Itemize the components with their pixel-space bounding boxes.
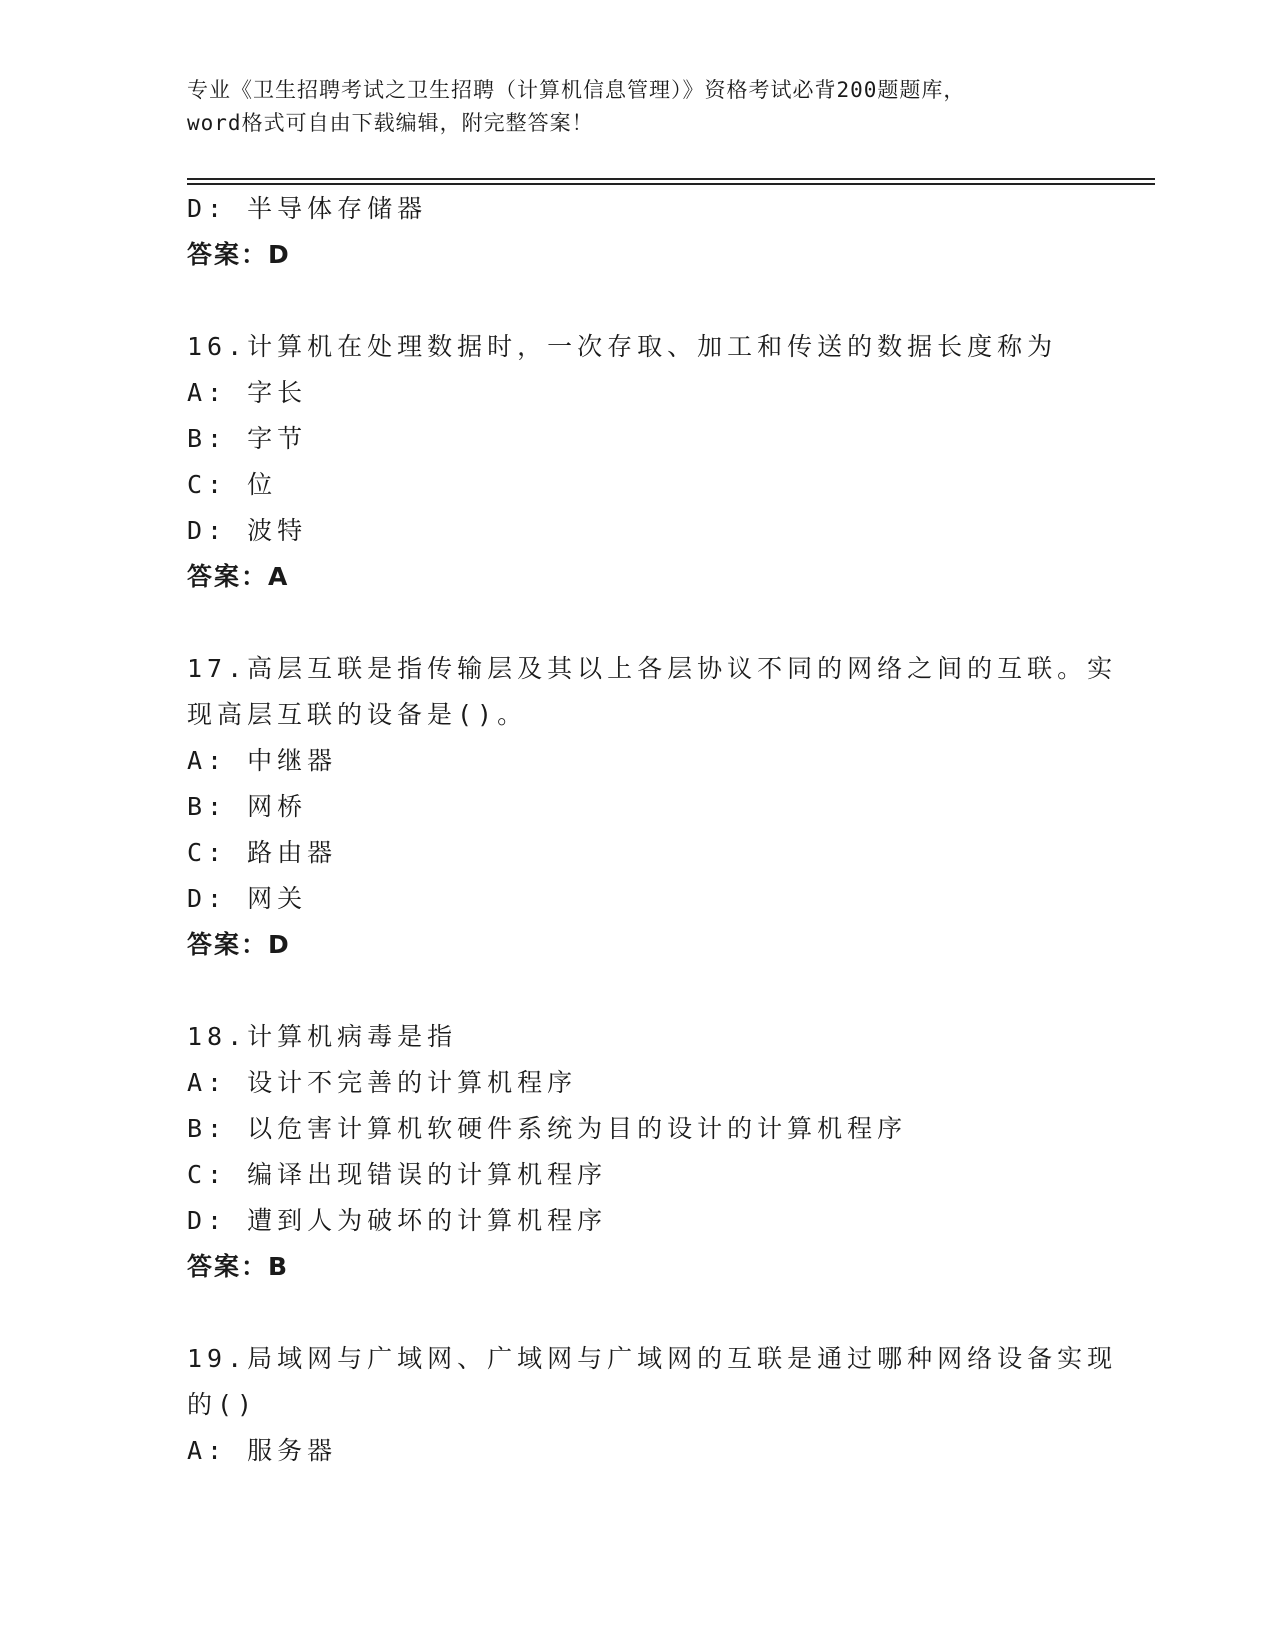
header-rule-bottom bbox=[187, 183, 1155, 185]
question-17 bbox=[187, 646, 1118, 968]
question-16 bbox=[187, 324, 1087, 600]
question-stem: 18.计算机病毒是指 bbox=[187, 1022, 458, 1051]
carryover-block bbox=[187, 186, 1087, 278]
header-rule-top bbox=[187, 178, 1155, 180]
spacer bbox=[187, 1290, 1087, 1336]
option-d: D: 波特 bbox=[187, 516, 308, 545]
spacer bbox=[187, 278, 1087, 324]
header-line-1: 专业《卫生招聘考试之卫生招聘（计算机信息管理）》资格考试必背200题题库， bbox=[187, 78, 966, 102]
question-19 bbox=[187, 1336, 1118, 1474]
question-stem: 16.计算机在处理数据时，一次存取、加工和传送的数据长度称为 bbox=[187, 332, 1058, 361]
header-line-2: word格式可自由下载编辑，附完整答案！ bbox=[187, 111, 594, 135]
answer: 答案：D bbox=[187, 930, 291, 959]
option-b: B: 网桥 bbox=[187, 792, 308, 821]
option-d: D: 遭到人为破坏的计算机程序 bbox=[187, 1206, 608, 1235]
question-stem-continued: 现高层互联的设备是()。 bbox=[187, 700, 528, 729]
option-c: C: 路由器 bbox=[187, 838, 338, 867]
answer: 答案：B bbox=[187, 1252, 290, 1281]
option-c: C: 位 bbox=[187, 470, 278, 499]
spacer bbox=[187, 600, 1087, 646]
question-stem-continued: 的() bbox=[187, 1390, 258, 1419]
answer: 答案：A bbox=[187, 562, 290, 591]
option-a: A: 字长 bbox=[187, 378, 308, 407]
option-b: B: 字节 bbox=[187, 424, 308, 453]
spacer bbox=[187, 968, 1087, 1014]
option-a: A: 设计不完善的计算机程序 bbox=[187, 1068, 578, 1097]
option-b: B: 以危害计算机软硬件系统为目的设计的计算机程序 bbox=[187, 1114, 908, 1143]
question-list bbox=[187, 186, 1118, 1474]
question-18 bbox=[187, 1014, 1087, 1290]
question-stem: 17.高层互联是指传输层及其以上各层协议不同的网络之间的互联。实 bbox=[187, 654, 1118, 683]
option-c: C: 编译出现错误的计算机程序 bbox=[187, 1160, 608, 1189]
answer: 答案：D bbox=[187, 240, 291, 269]
option-d: D: 半导体存储器 bbox=[187, 194, 428, 223]
option-a: A: 服务器 bbox=[187, 1436, 338, 1465]
option-a: A: 中继器 bbox=[187, 746, 338, 775]
document-header bbox=[187, 74, 1087, 140]
question-stem: 19.局域网与广域网、广域网与广域网的互联是通过哪种网络设备实现 bbox=[187, 1344, 1118, 1373]
option-d: D: 网关 bbox=[187, 884, 308, 913]
